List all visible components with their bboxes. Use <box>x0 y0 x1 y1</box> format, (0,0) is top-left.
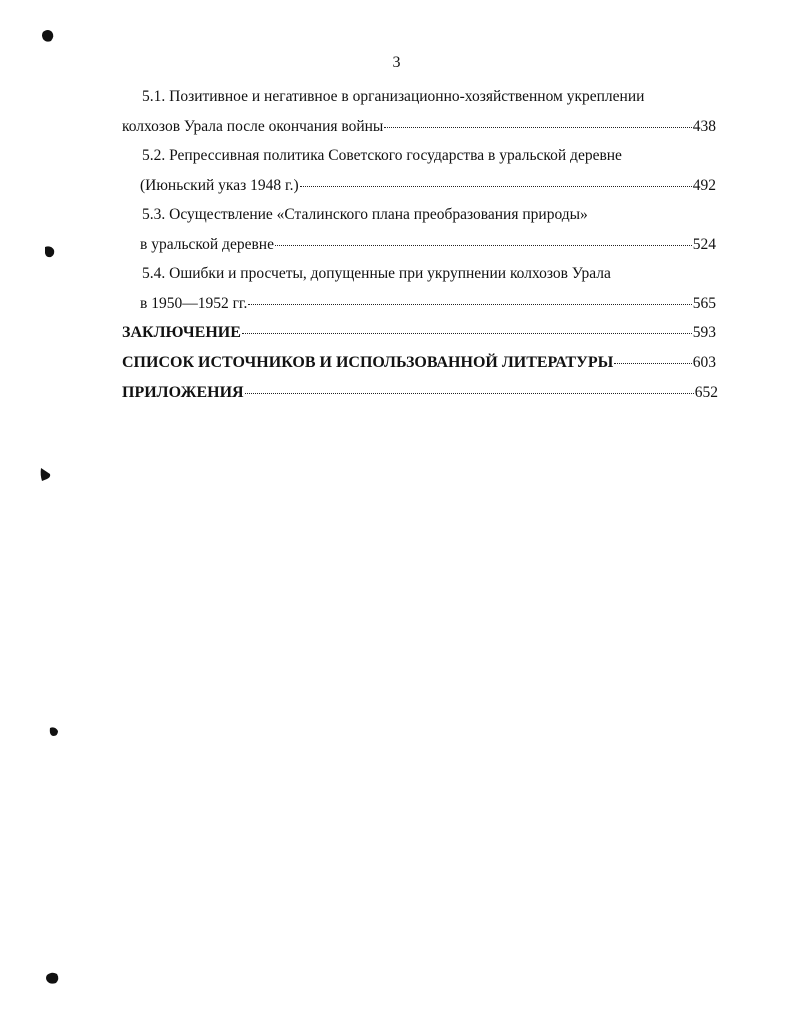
toc-entry-5-1-line <box>122 117 716 137</box>
toc-entry-5-4-line <box>140 294 716 314</box>
toc-entry-5-3-line <box>140 235 716 255</box>
dot-leader <box>384 127 691 128</box>
toc-entry-5-2-title <box>142 146 622 166</box>
toc-entry-text: (Июньский указ 1948 г.) <box>140 177 299 194</box>
toc-entry-text: 5.2. Репрессивная политика Советского государства в уральской деревне <box>142 147 622 164</box>
toc-entry-text: 5.4. Ошибки и просчеты, допущенные при укрупнении колхозов Урала <box>142 265 611 282</box>
toc-entry-text: колхозов Урала после окончания войны <box>122 118 384 135</box>
binding-hole-mark <box>42 244 58 260</box>
binding-hole-mark <box>46 724 62 740</box>
toc-page-number: 524 <box>692 236 716 253</box>
toc-entry-5-4-title <box>142 264 611 284</box>
binding-hole-mark <box>38 466 54 484</box>
dot-leader <box>275 245 692 246</box>
page-number: 3 <box>392 54 401 71</box>
dot-leader <box>300 186 692 187</box>
binding-hole-mark <box>40 28 56 44</box>
toc-page-number: 492 <box>692 177 716 194</box>
toc-page-number: 565 <box>692 295 716 312</box>
toc-section-title: СПИСОК ИСТОЧНИКОВ И ИСПОЛЬЗОВАННОЙ ЛИТЕРАТУРЫ <box>122 354 614 371</box>
binding-hole-mark <box>44 970 62 988</box>
toc-entry-text: в 1950—1952 гг. <box>140 295 248 312</box>
toc-page-number: 603 <box>692 354 716 371</box>
toc-page-number: 593 <box>692 324 716 341</box>
dot-leader <box>248 304 691 305</box>
toc-entry-5-3-title <box>142 205 588 225</box>
toc-entry-text: в уральской деревне <box>140 236 274 253</box>
toc-entry-text: 5.1. Позитивное и негативное в организационно-хозяйственном укреплении <box>142 88 645 105</box>
toc-entry-5-2-line <box>140 176 716 196</box>
toc-page-number: 652 <box>694 384 718 401</box>
toc-entry-5-1-title <box>142 87 644 107</box>
toc-section-appendices <box>122 383 718 403</box>
dot-leader <box>245 393 694 394</box>
toc-section-title: ПРИЛОЖЕНИЯ <box>122 384 244 401</box>
toc-section-conclusion <box>122 323 716 343</box>
dot-leader <box>614 363 691 364</box>
toc-section-title: ЗАКЛЮЧЕНИЕ <box>122 324 241 341</box>
toc-section-sources <box>122 353 716 373</box>
toc-entry-text: 5.3. Осуществление «Сталинского плана преобразования природы» <box>142 206 588 223</box>
toc-page-number: 438 <box>692 118 716 135</box>
dot-leader <box>242 333 692 334</box>
